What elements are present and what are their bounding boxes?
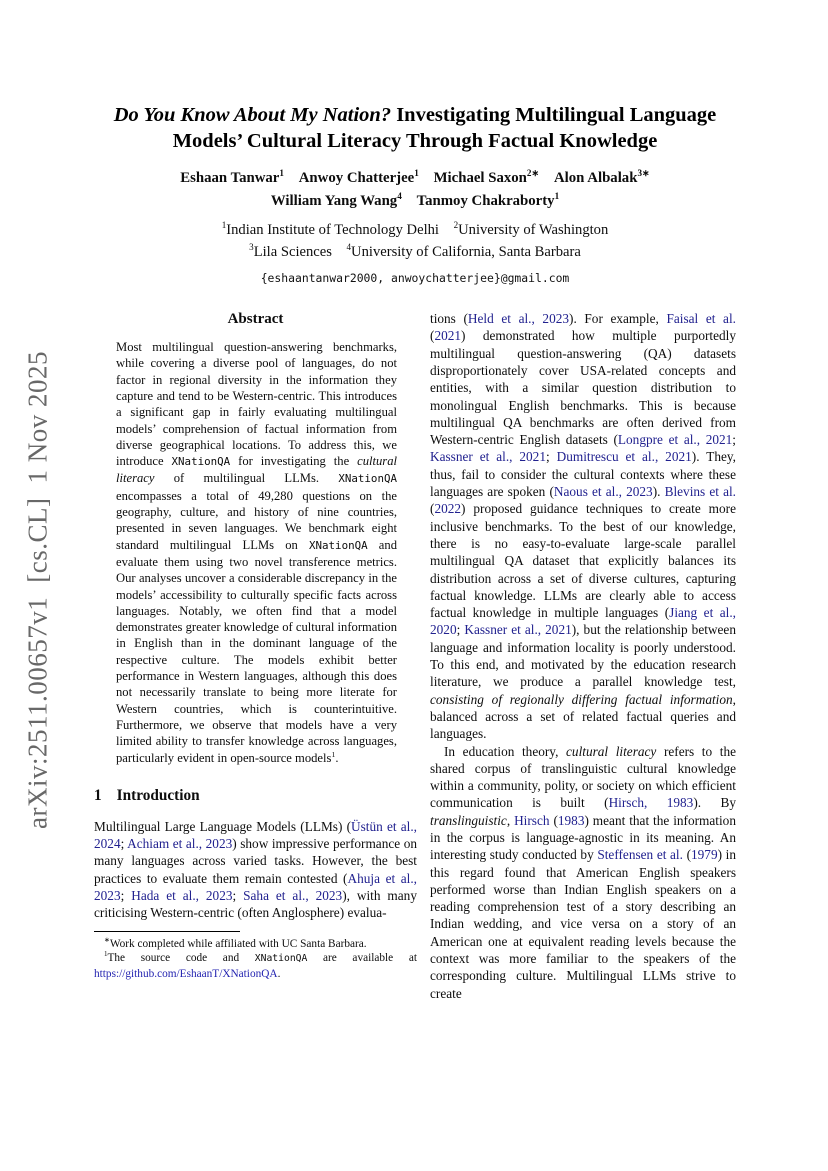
text-segment: Tanmoy Chakraborty <box>416 193 555 210</box>
author-row-1 <box>94 167 736 190</box>
text-segment: 1 <box>104 950 108 959</box>
text-segment: 1 <box>279 168 284 179</box>
right-column-paragraph-1 <box>430 310 736 742</box>
text-segment: 3 <box>249 242 254 253</box>
text-segment: ). They, thus, fail to consider the cultural contexts where these languages are spoken ( <box>430 449 736 500</box>
text-segment: ) in this regard found that American English speakers performed worse than Indian English speakers on a reading comprehension test of a story describing an Indian wedding, and vice versa on a story of an American one at equivalent reading levels because the context was more familiar to the speakers of the corresponding culture. Multilingual LLMs strive to create <box>430 847 736 1001</box>
text-segment: XNationQA <box>308 538 368 552</box>
text-segment: ) proposed guidance techniques to create more inclusive benchmarks. To the best of our knowledge, there is no easy-to-evaluate large-scale parallel multilingual QA dataset that explicitly balances its distribution across a set of diverse cultures, capturing factual knowledge. LLMs are clearly able to access factual knowledge in multiple languages ( <box>430 501 736 621</box>
text-segment: 3∗ <box>637 168 650 179</box>
paper-title-rest-part: Investigating Multilingual Language <box>391 104 717 126</box>
abstract-heading: Abstract <box>227 311 284 328</box>
citation-link[interactable]: 1983 <box>557 812 585 828</box>
text-segment: 1 <box>414 168 419 179</box>
citation-link[interactable]: Jiang et al., 2020 <box>430 605 736 638</box>
text-segment: 1 <box>221 220 227 231</box>
citation-link[interactable]: Steffensen et al. <box>597 847 683 863</box>
citation-link[interactable]: Kassner et al., 2021 <box>464 622 572 638</box>
text-segment: University of Washington <box>458 222 609 239</box>
text-segment: 1 <box>331 749 336 759</box>
text-segment: University of California, Santa Barbara <box>351 244 581 261</box>
text-segment: 4 <box>346 242 352 253</box>
text-segment: ) meant that the information in the corpus is language-agnostic in its meaning. An interesting study conducted by <box>430 812 736 863</box>
text-segment: ( <box>430 328 435 344</box>
text-segment: ( <box>430 501 435 517</box>
text-segment: ; <box>120 836 128 852</box>
text-segment: Multilingual Large Language Models (LLMs) ( <box>94 818 352 834</box>
text-segment <box>439 222 454 238</box>
citation-link[interactable]: Kassner et al., 2021 <box>430 449 546 465</box>
text-segment: translinguistic <box>430 812 507 828</box>
affiliation-block <box>94 220 736 264</box>
text-segment: consisting of regionally differing factual information <box>430 691 733 707</box>
text-segment: , <box>506 812 515 828</box>
citation-link[interactable]: Hada et al., 2023 <box>131 888 233 903</box>
text-segment: ; <box>545 449 557 465</box>
footnote-rule <box>94 931 240 932</box>
arxiv-watermark: arXiv:2511.00657v1 [cs.CL] 1 Nov 2025 <box>22 351 53 829</box>
citation-link[interactable]: Held et al., 2023 <box>467 311 570 327</box>
text-segment: . <box>277 967 281 980</box>
text-segment: XNationQA <box>254 953 308 965</box>
text-segment <box>419 170 434 186</box>
text-segment: and evaluate them using two novel transference metrics. Our analyses uncover a considerable discrepancy in the models’ accessibility to culturally specific facts across languages. Notably, we often find that a model demonstrates greater knowledge of cultural information in English than in the dominant language of the respective culture. The models exhibit better performance in Western languages, although this does not necessarily translate to being more literate for Western countries, which is counterintuitive. Furthermore, we observe that models have a very limited ability to transfer knowledge across languages, particularly evident in open-source models <box>116 537 397 765</box>
text-segment: Michael Saxon <box>433 170 527 187</box>
author-block <box>94 167 736 213</box>
paper-title-italic-part: Do You Know About My Nation? <box>113 104 392 126</box>
footnote-star <box>94 937 417 952</box>
section-heading-introduction <box>94 787 417 805</box>
text-segment: of multilingual LLMs. <box>154 471 339 486</box>
citation-link[interactable]: Hirsch, 1983 <box>608 795 694 811</box>
text-segment: ). <box>652 484 665 500</box>
text-segment: , balanced across a set of related factual queries and languages. <box>430 691 736 742</box>
text-segment: William Yang Wang <box>270 193 398 210</box>
text-segment: Work completed while affiliated with UC Santa Barbara. <box>109 937 367 950</box>
text-segment: 2∗ <box>526 168 540 179</box>
footnote-block <box>94 931 417 982</box>
text-segment: . <box>335 750 339 765</box>
text-segment: 4 <box>397 191 402 202</box>
right-column <box>430 306 736 1002</box>
text-segment: cultural literacy <box>566 743 657 759</box>
citation-link[interactable]: Faisal et al. <box>666 311 736 327</box>
citation-link[interactable]: 2021 <box>434 328 462 344</box>
citation-link[interactable]: Üstün et al., 2024 <box>94 818 417 852</box>
text-segment: XNationQA <box>338 472 397 486</box>
url-link[interactable]: https://github.com/EshaanT/XNationQA <box>94 967 278 980</box>
citation-link[interactable]: Saha et al., 2023 <box>243 888 343 903</box>
two-column-body <box>94 306 736 1002</box>
introduction-paragraph <box>94 818 417 922</box>
text-segment <box>284 170 299 186</box>
text-segment: 2 <box>453 220 459 231</box>
text-segment: ). By <box>693 795 736 811</box>
abstract-paragraph <box>116 339 397 766</box>
section-number: 1 <box>94 786 102 804</box>
text-segment: In education theory, <box>444 743 567 759</box>
paper-title <box>94 102 736 154</box>
text-segment: ( <box>682 847 691 863</box>
citation-link[interactable]: Dumitrescu et al., 2021 <box>556 449 692 465</box>
text-segment: Most multilingual question-answering benchmarks, while covering a diverse pool of languages, do not factor in regional diversity in the information they capture and tend to be Western-centric. This introduces a significant gap in fairly evaluating multilingual models’ comprehension of factual information from diverse geographical locations. To address this, we introduce <box>116 340 397 469</box>
text-segment: Indian Institute of Technology Delhi <box>226 222 439 239</box>
author-row-2 <box>94 190 736 213</box>
affiliation-line-2 <box>94 242 736 264</box>
citation-link[interactable]: 2022 <box>434 501 462 517</box>
text-segment: XNationQA <box>171 455 231 469</box>
text-segment <box>539 170 554 186</box>
paper-title-line2: Models’ Cultural Literacy Through Factual Knowledge <box>172 130 658 153</box>
right-column-paragraph-2 <box>430 743 736 1002</box>
text-segment: ; <box>120 888 132 903</box>
text-segment: for investigating the <box>230 454 358 469</box>
text-segment: ) show impressive performance on many languages across varied tasks. However, the best practices to evaluate them remain contested ( <box>94 836 417 886</box>
footnote-1 <box>94 951 417 981</box>
text-segment: ). For example, <box>569 311 667 327</box>
paper-title-line1 <box>114 104 717 126</box>
paper-content <box>94 0 736 1002</box>
text-segment: cultural literacy <box>116 454 397 486</box>
text-segment: ), with many criticising Western-centric (often Anglosphere) evalua- <box>94 888 417 921</box>
citation-link[interactable]: 1979 <box>691 847 718 863</box>
citation-link[interactable]: Blevins et al. <box>664 484 737 500</box>
text-segment: 1 <box>554 191 560 202</box>
text-segment: Lila Sciences <box>253 244 332 261</box>
text-segment: Anwoy Chatterjee <box>298 170 415 187</box>
text-segment: The source code and <box>107 952 255 965</box>
citation-link[interactable]: Ahuja et al., 2023 <box>94 870 417 903</box>
citation-link[interactable]: Naous et al., 2023 <box>553 484 653 500</box>
section-title: Introduction <box>116 786 200 804</box>
text-segment: ∗ <box>104 935 110 944</box>
affiliation-line-1 <box>94 220 736 242</box>
text-segment <box>402 193 417 209</box>
citation-link[interactable]: Longpre et al., 2021 <box>617 432 733 448</box>
citation-link[interactable]: Achiam et al., 2023 <box>127 836 233 852</box>
text-segment: Eshaan Tanwar <box>180 170 280 187</box>
left-column <box>94 306 417 1002</box>
text-segment: ), but the relationship between language and information locality is poorly understood. To this end, and motivated by the education research literature, we produce a parallel knowledge test, <box>430 622 736 690</box>
citation-link[interactable]: Hirsch <box>514 812 550 828</box>
text-segment <box>332 244 347 260</box>
text-segment: ( <box>549 812 558 828</box>
text-segment: tions ( <box>430 311 468 327</box>
text-segment: refers to the shared corpus of translinguistic cultural knowledge within a community, polity, or society on which efficient communication is built ( <box>430 743 737 811</box>
text-segment: are available at <box>307 952 417 965</box>
text-segment: ; <box>232 888 244 903</box>
text-segment: ; <box>456 622 465 638</box>
text-segment: encompasses a total of 49,280 questions on the geography, culture, and history of nine countries, presented in seven languages. We benchmark eight standard multilingual LLMs on <box>116 488 397 552</box>
contact-email: {eshaantanwar2000, anwoychatterjee}@gmail.com <box>260 271 570 286</box>
text-segment: ; <box>732 432 736 448</box>
text-segment: Alon Albalak <box>553 170 638 187</box>
text-segment: ) demonstrated how multiple purportedly multilingual question-answering (QA) datasets disproportionately cover USA-related concepts and entities, with a similar question distribution to monolingual English benchmarks. This is because multilingual QA benchmarks are often derived from Western-centric English datasets ( <box>430 328 736 448</box>
